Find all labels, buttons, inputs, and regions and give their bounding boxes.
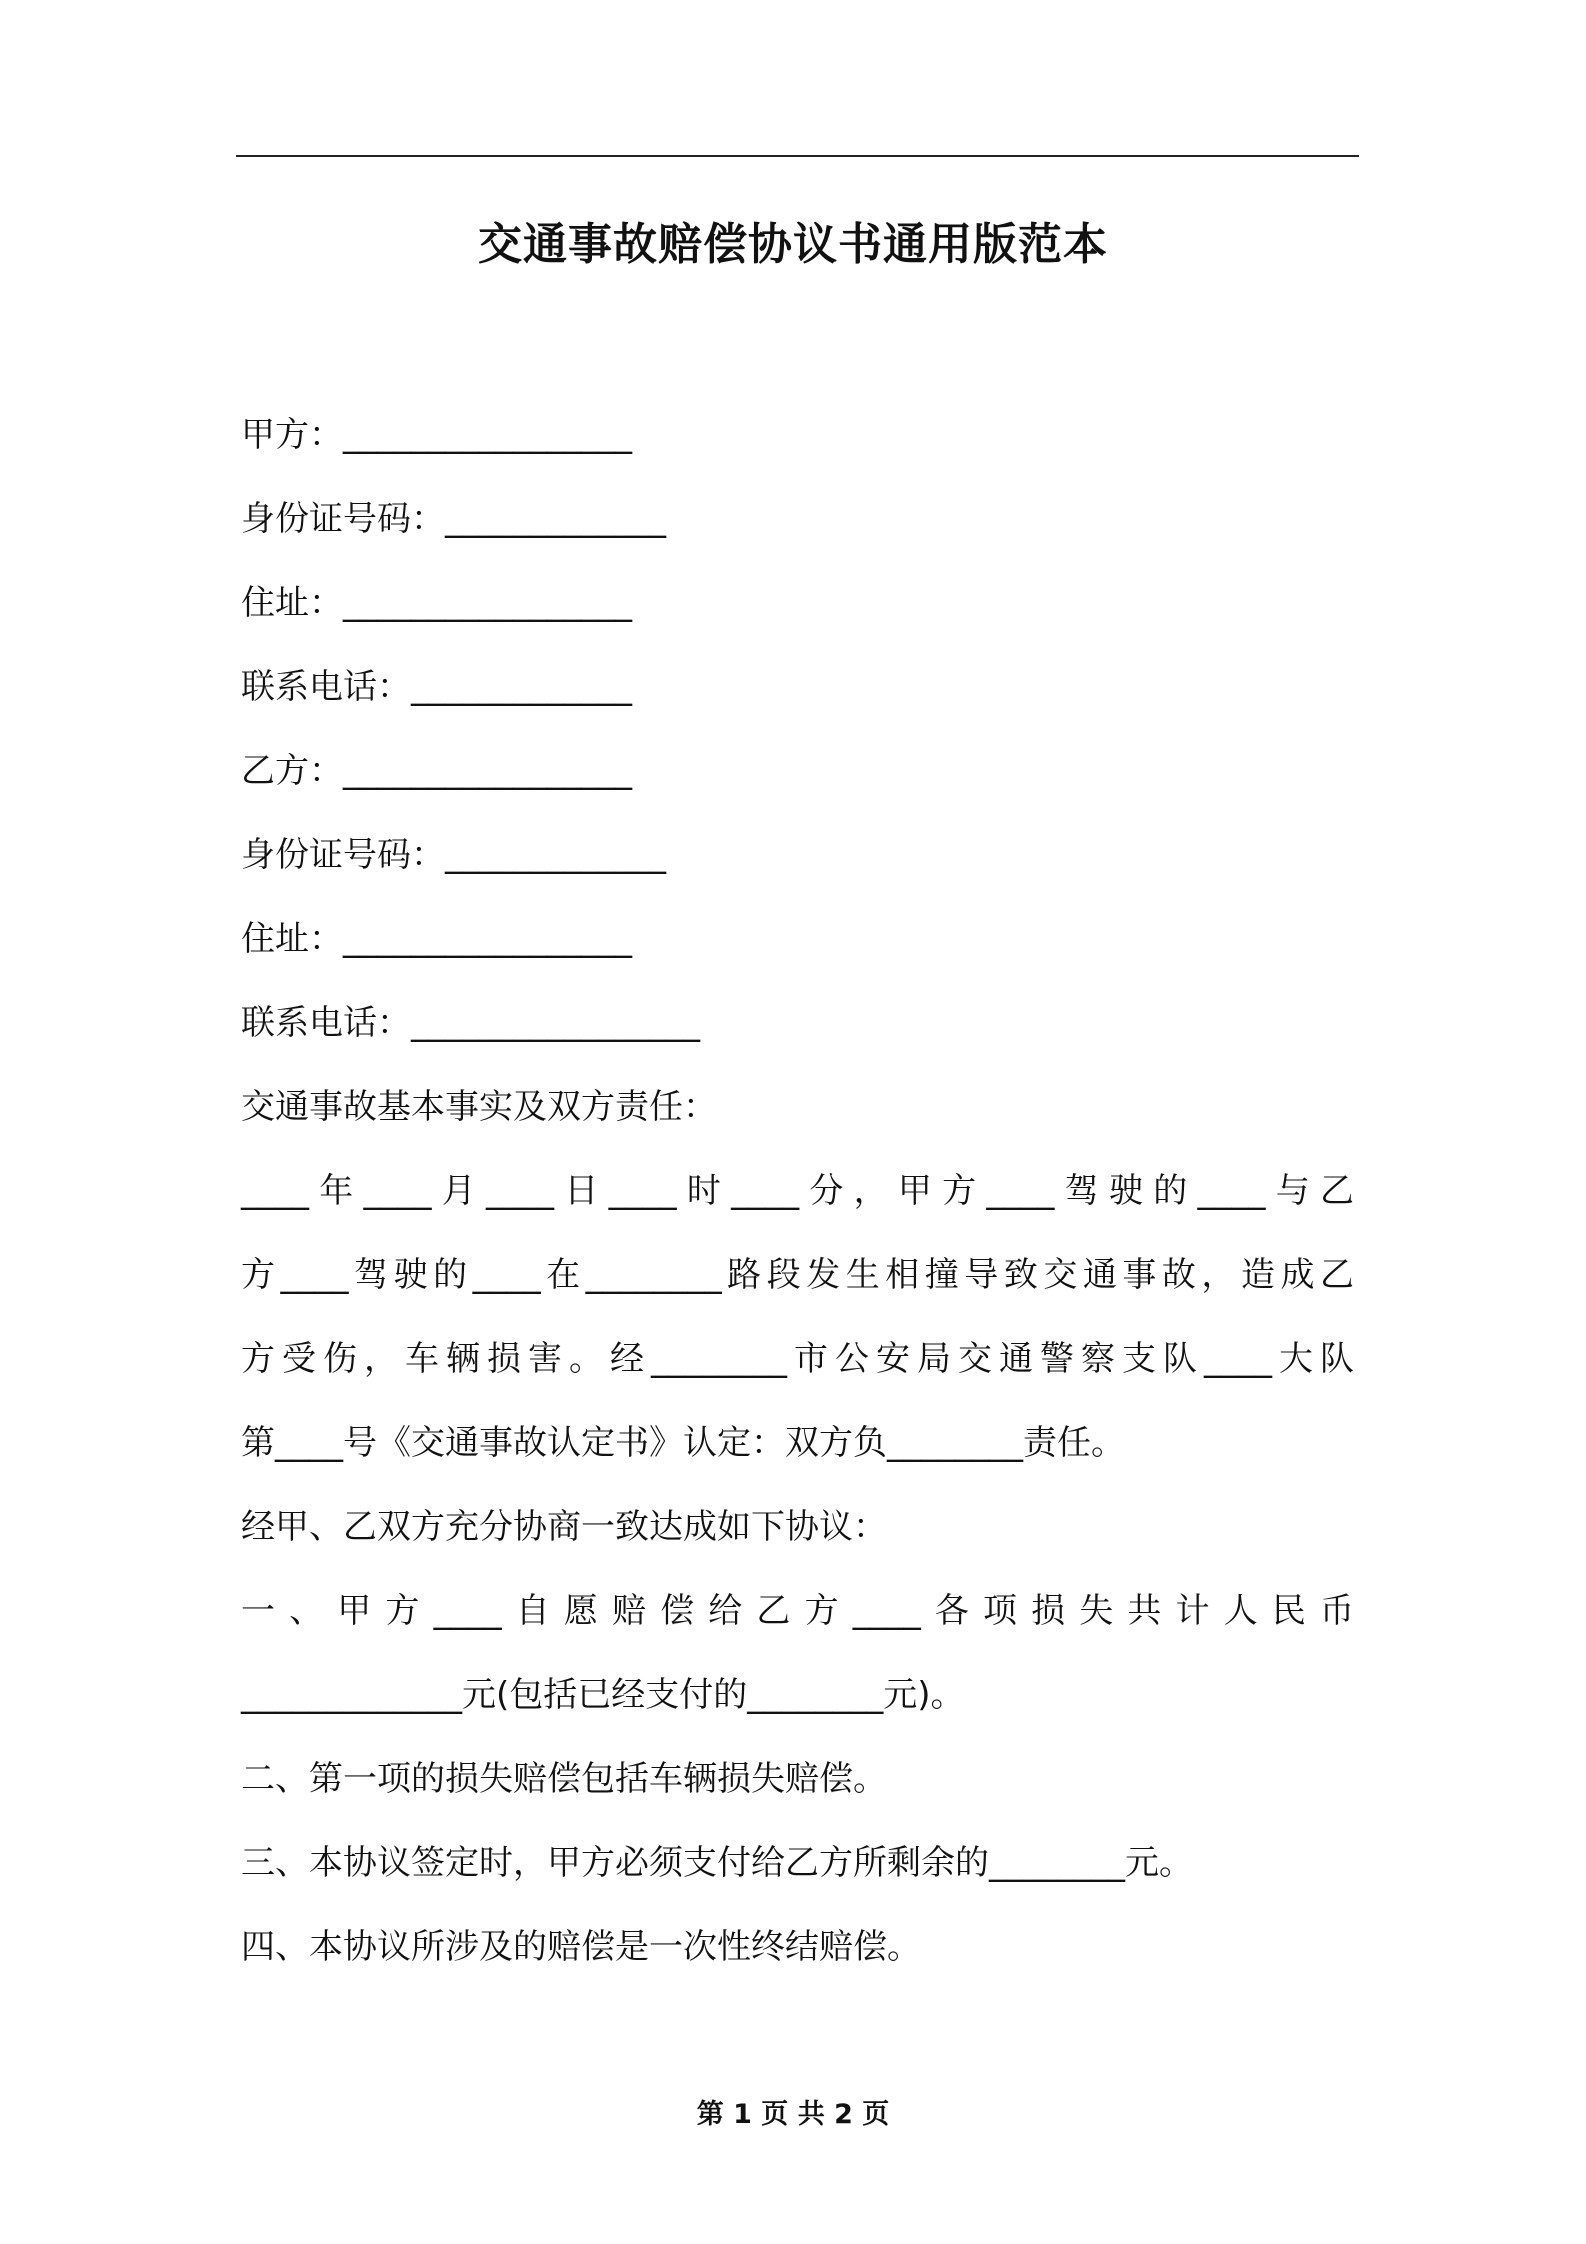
- facts-paragraph-line: ____年____月____日____时____分，甲方____驾驶的____与乙: [241, 1171, 1354, 1211]
- page-indicator: 第 1 页 共 2 页: [696, 2099, 890, 2130]
- party-a-phone-line: 联系电话：_____________: [241, 667, 632, 707]
- party-b-name-line: 乙方：_________________: [241, 751, 632, 791]
- party-b-id-line: 身份证号码：_____________: [241, 835, 666, 875]
- party-b-phone-line: 联系电话：_________________: [241, 1003, 700, 1043]
- clause-2: 二、第一项的损失赔偿包括车辆损失赔偿。: [241, 1759, 887, 1799]
- party-a-name-line: 甲方：_________________: [241, 415, 632, 455]
- party-b-address-line: 住址：_________________: [241, 919, 632, 959]
- header-rule: [236, 155, 1359, 157]
- agreement-intro: 经甲、乙双方充分协商一致达成如下协议：: [241, 1507, 887, 1547]
- clause-3: 三、本协议签定时，甲方必须支付给乙方所剩余的________元。: [241, 1843, 1193, 1883]
- clause-4: 四、本协议所涉及的赔偿是一次性终结赔偿。: [241, 1927, 921, 1967]
- document-title: 交通事故赔偿协议书通用版范本: [478, 219, 1108, 270]
- facts-paragraph-line: 第____号《交通事故认定书》认定：双方负________责任。: [241, 1423, 1125, 1463]
- clause-1-line: _____________元(包括已经支付的________元)。: [241, 1675, 965, 1715]
- party-a-address-line: 住址：_________________: [241, 583, 632, 623]
- clause-1-line: 一、甲方____自愿赔偿给乙方____各项损失共计人民币: [241, 1591, 1354, 1631]
- facts-heading: 交通事故基本事实及双方责任：: [241, 1087, 717, 1127]
- facts-paragraph-line: 方受伤，车辆损害。经________市公安局交通警察支队____大队: [241, 1339, 1354, 1379]
- facts-paragraph-line: 方____驾驶的____在________路段发生相撞导致交通事故，造成乙: [241, 1255, 1354, 1295]
- party-a-id-line: 身份证号码：_____________: [241, 499, 666, 539]
